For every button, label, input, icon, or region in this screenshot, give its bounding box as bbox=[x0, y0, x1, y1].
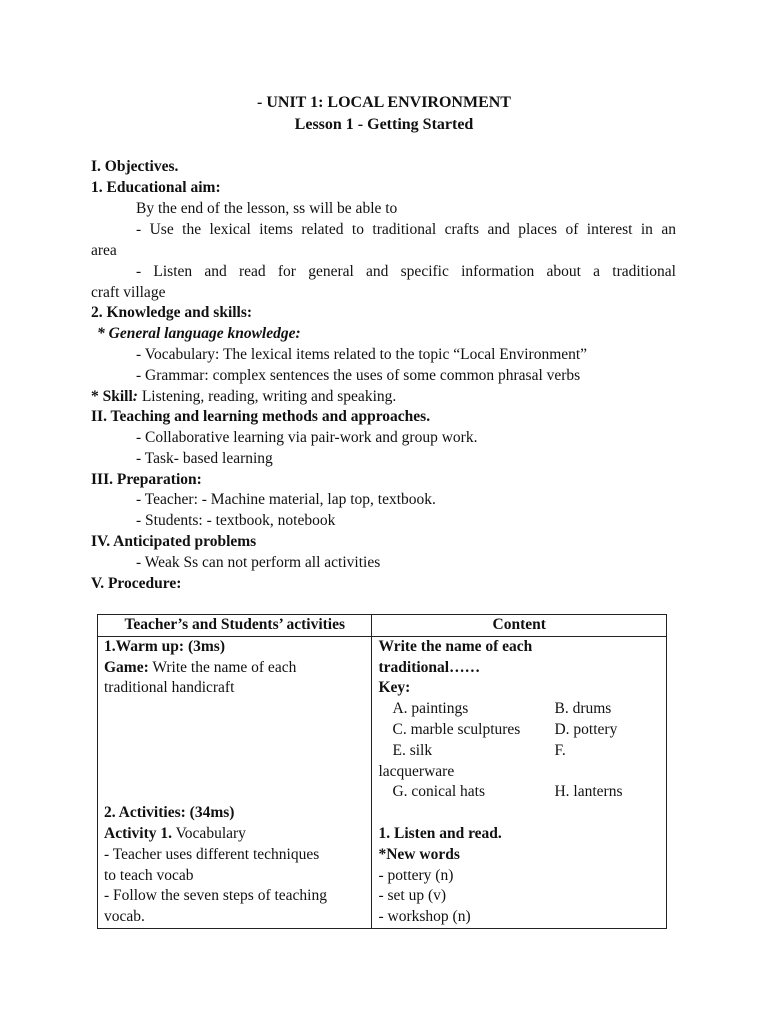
preparation-students: - Students: - textbook, notebook bbox=[136, 512, 336, 529]
procedure-heading: V. Procedure: bbox=[91, 575, 182, 592]
key-left: E. silk bbox=[392, 741, 433, 759]
preparation-teacher: - Teacher: - Machine material, lap top, textbook. bbox=[136, 491, 436, 508]
key-row bbox=[378, 741, 660, 762]
methods-item-1: - Collaborative learning via pair-work and group work. bbox=[136, 429, 478, 446]
grammar-item: - Grammar: complex sentences the uses of some common phrasal verbs bbox=[136, 367, 581, 384]
skill-line bbox=[91, 387, 396, 407]
vocabulary-item: - Vocabulary: The lexical items related to the topic “Local Environment” bbox=[136, 346, 588, 363]
activity-line-4: vocab. bbox=[104, 908, 145, 926]
activity-1-text: Vocabulary bbox=[172, 824, 246, 842]
content-cell bbox=[372, 636, 667, 928]
activities-gap bbox=[104, 699, 365, 803]
col-content-header: Content bbox=[372, 615, 667, 637]
key-wrap: lacquerware bbox=[378, 762, 455, 780]
activity-line-2: to teach vocab bbox=[104, 866, 194, 884]
problems-item-1: - Weak Ss can not perform all activities bbox=[136, 554, 381, 571]
key-right: B. drums bbox=[554, 700, 612, 718]
word-item: - workshop (n) bbox=[378, 908, 471, 926]
content-heading-2: traditional…… bbox=[378, 658, 481, 676]
objectives-heading: I. Objectives. bbox=[91, 158, 179, 175]
activity-1-label: Activity 1. bbox=[104, 824, 173, 842]
aim-1-line-2: area bbox=[91, 242, 117, 259]
key-right: F. bbox=[554, 741, 566, 759]
listen-heading: 1. Listen and read. bbox=[378, 824, 502, 842]
key-row bbox=[378, 699, 660, 720]
game-text-2: traditional handicraft bbox=[104, 679, 235, 697]
unit-title: - UNIT 1: LOCAL ENVIRONMENT bbox=[257, 94, 511, 111]
game-line bbox=[104, 658, 365, 679]
aim-2-line-1: - Listen and read for general and specific information about a traditional bbox=[136, 263, 676, 280]
preparation-heading: III. Preparation: bbox=[91, 471, 202, 488]
table-header-row bbox=[98, 615, 667, 637]
aim-2-line-2: craft village bbox=[91, 284, 166, 301]
activities-heading: 2. Activities: (34ms) bbox=[104, 804, 235, 822]
table-row bbox=[98, 636, 667, 928]
educational-aim-heading: 1. Educational aim: bbox=[91, 179, 221, 196]
warmup-heading: 1.Warm up: (3ms) bbox=[104, 637, 225, 655]
general-knowledge-heading: * General language knowledge: bbox=[97, 325, 301, 342]
activities-cell bbox=[98, 636, 372, 928]
key-left: A. paintings bbox=[392, 700, 469, 718]
key-row bbox=[378, 720, 660, 741]
skill-colon: : bbox=[132, 388, 138, 405]
content-heading-1: Write the name of each bbox=[378, 637, 533, 655]
content-gap bbox=[378, 803, 660, 824]
knowledge-heading: 2. Knowledge and skills: bbox=[91, 304, 253, 321]
game-label: Game: bbox=[104, 658, 149, 676]
aim-1-line-1: - Use the lexical items related to traditional crafts and places of interest in an bbox=[136, 221, 676, 238]
skill-label: * Skill bbox=[91, 388, 133, 405]
new-words-heading: *New words bbox=[378, 845, 460, 863]
key-label: Key: bbox=[378, 679, 411, 697]
educational-aim-intro: By the end of the lesson, ss will be able to bbox=[136, 200, 398, 217]
key-left: C. marble sculptures bbox=[392, 720, 521, 738]
key-right: D. pottery bbox=[554, 720, 618, 738]
game-text: Write the name of each bbox=[148, 658, 297, 676]
procedure-table bbox=[97, 614, 667, 929]
key-left: G. conical hats bbox=[392, 783, 486, 801]
word-item: - pottery (n) bbox=[378, 866, 454, 884]
word-item: - set up (v) bbox=[378, 887, 447, 905]
col-activities-header: Teacher’s and Students’ activities bbox=[98, 615, 372, 637]
methods-item-2: - Task- based learning bbox=[136, 450, 273, 467]
key-right: H. lanterns bbox=[554, 783, 623, 801]
activity-1-line bbox=[104, 824, 365, 845]
activity-line-1: - Teacher uses different techniques bbox=[104, 845, 320, 863]
key-row bbox=[378, 782, 660, 803]
methods-heading: II. Teaching and learning methods and approaches. bbox=[91, 408, 431, 425]
problems-heading: IV. Anticipated problems bbox=[91, 533, 257, 550]
lesson-title: Lesson 1 - Getting Started bbox=[294, 116, 474, 133]
skill-text: Listening, reading, writing and speaking. bbox=[137, 388, 397, 405]
activity-line-3: - Follow the seven steps of teaching bbox=[104, 887, 327, 905]
